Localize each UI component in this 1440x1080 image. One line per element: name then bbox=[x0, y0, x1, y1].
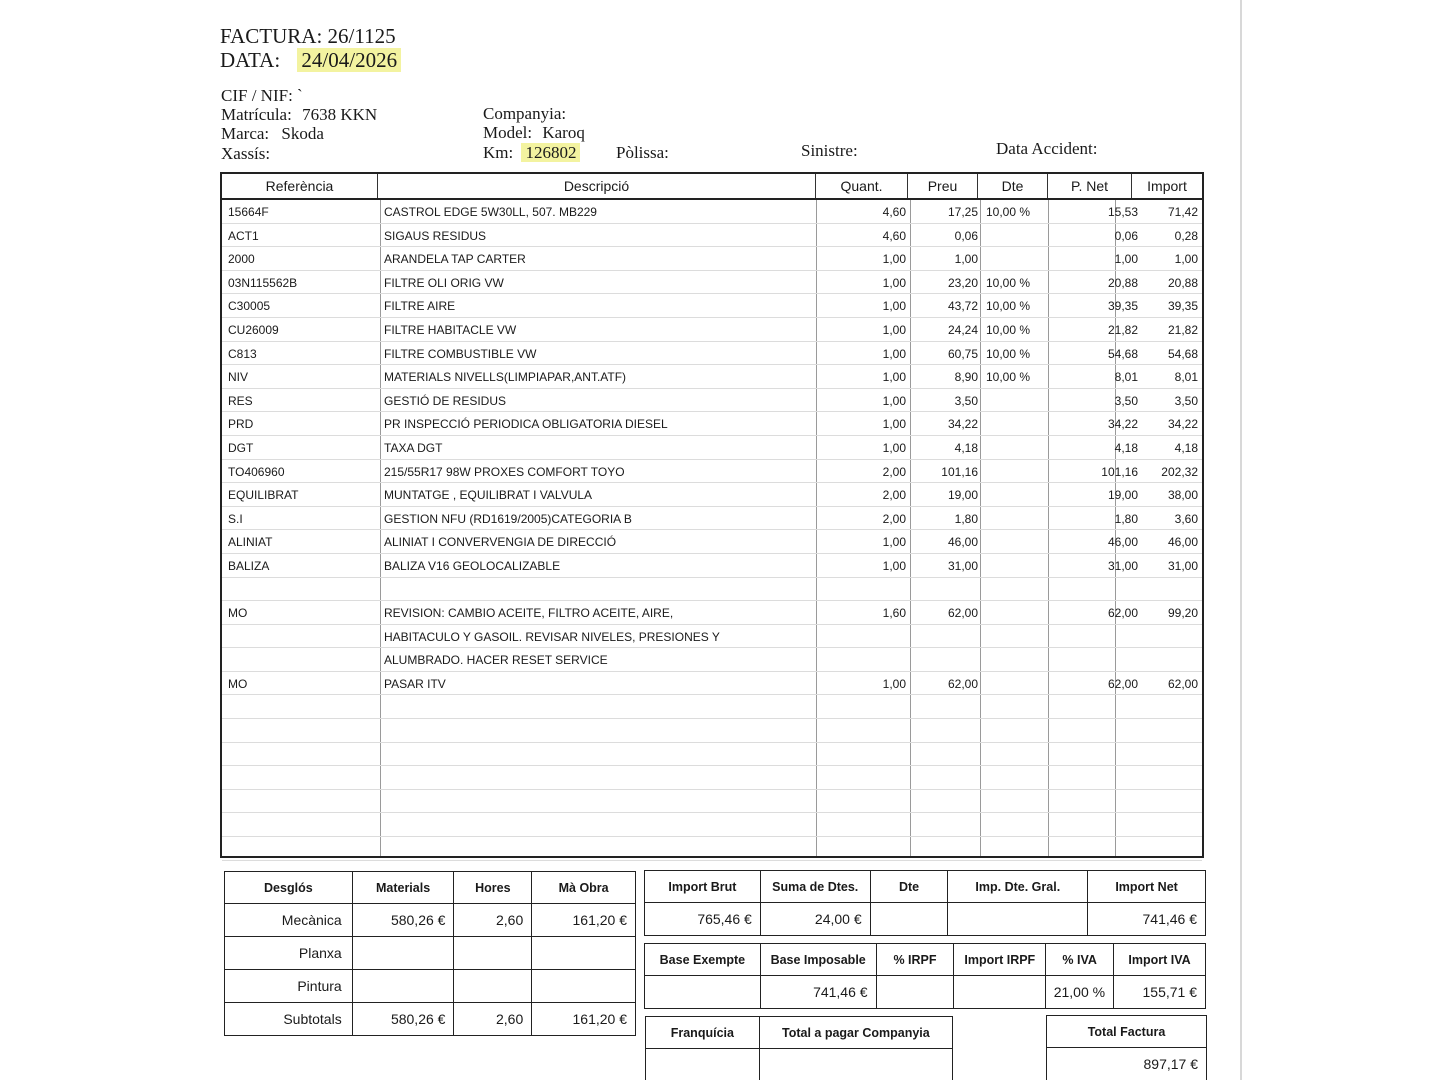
tax-header: Base Imposable bbox=[760, 944, 876, 976]
header-preu: Preu bbox=[908, 174, 978, 198]
item-ref: CU26009 bbox=[228, 322, 279, 337]
breakdown-header: Materials bbox=[352, 872, 454, 904]
total-factura-value: 897,17 € bbox=[1047, 1048, 1207, 1080]
item-quantity: 1,00 bbox=[882, 252, 906, 267]
header-descripcio: Descripció bbox=[378, 174, 816, 198]
model-field bbox=[483, 123, 585, 143]
table-row bbox=[222, 813, 1202, 837]
breakdown-header: Desglós bbox=[225, 872, 353, 904]
table-row bbox=[222, 389, 1202, 413]
item-description: FILTRE OLI ORIG VW bbox=[384, 275, 504, 290]
import-irpf-value bbox=[954, 976, 1046, 1009]
item-quantity: 1,00 bbox=[882, 393, 906, 408]
item-net-price: 15,53 bbox=[1107, 205, 1138, 219]
item-quantity: 1,00 bbox=[882, 275, 906, 290]
matricula-field bbox=[221, 105, 377, 125]
item-price: 31,00 bbox=[947, 558, 978, 573]
breakdown-ma-obra: 161,20 € bbox=[532, 1003, 636, 1036]
table-row bbox=[222, 460, 1202, 484]
breakdown-hores bbox=[454, 937, 532, 970]
item-quantity: 2,00 bbox=[882, 511, 906, 526]
item-price: 46,00 bbox=[947, 535, 978, 550]
header-import: Import bbox=[1147, 178, 1187, 194]
table-row bbox=[222, 672, 1202, 696]
base-imposable-value: 741,46 € bbox=[760, 976, 876, 1009]
item-ref: DGT bbox=[228, 440, 254, 455]
item-amount: 38,00 bbox=[1167, 488, 1198, 503]
item-ref: C813 bbox=[228, 346, 257, 361]
item-description: 215/55R17 98W PROXES COMFORT TOYO bbox=[384, 464, 625, 479]
item-price: 1,80 bbox=[954, 511, 978, 526]
item-net-price: 8,01 bbox=[1114, 370, 1138, 385]
item-net-price: 34,22 bbox=[1107, 417, 1138, 432]
item-quantity: 1,60 bbox=[882, 606, 906, 621]
item-discount: 10,00 % bbox=[986, 346, 1031, 361]
item-amount: 3,50 bbox=[1174, 393, 1198, 408]
imp-dte-gral-value bbox=[948, 903, 1088, 936]
data-accident-field bbox=[996, 139, 1098, 159]
tax-header: Import IVA bbox=[1114, 944, 1206, 976]
breakdown-row bbox=[225, 937, 636, 970]
tax-header: % IRPF bbox=[876, 944, 954, 976]
item-price: 23,20 bbox=[947, 275, 978, 290]
totals-header: Suma de Dtes. bbox=[760, 871, 870, 903]
item-discount: 10,00 % bbox=[986, 322, 1031, 337]
item-net-price: 19,00 bbox=[1107, 488, 1138, 503]
item-quantity: 2,00 bbox=[882, 464, 906, 479]
franquicia-value bbox=[646, 1049, 760, 1080]
item-net-price: 1,80 bbox=[1114, 511, 1138, 526]
item-description: GESTION NFU (RD1619/2005)CATEGORIA B bbox=[384, 511, 632, 526]
item-ref: 03N115562B bbox=[228, 275, 298, 290]
item-price: 1,00 bbox=[954, 252, 978, 267]
items-table bbox=[220, 172, 1204, 858]
item-net-price: 101,16 bbox=[1101, 464, 1138, 479]
item-amount: 0,28 bbox=[1174, 228, 1198, 243]
item-description: FILTRE HABITACLE VW bbox=[384, 322, 517, 337]
item-amount: 31,00 bbox=[1167, 558, 1198, 573]
import-brut-value: 765,46 € bbox=[645, 903, 761, 936]
breakdown-row bbox=[225, 1003, 636, 1036]
breakdown-row bbox=[225, 970, 636, 1003]
item-price: 0,06 bbox=[954, 228, 978, 243]
header-dte: Dte bbox=[978, 174, 1048, 198]
breakdown-header: Hores bbox=[454, 872, 532, 904]
cif-field bbox=[221, 86, 303, 106]
item-description: PASAR ITV bbox=[384, 676, 446, 691]
item-quantity: 1,00 bbox=[882, 440, 906, 455]
companyia-field bbox=[483, 104, 566, 124]
factura-value: 26/1125 bbox=[327, 24, 396, 48]
item-amount: 34,22 bbox=[1167, 417, 1198, 432]
table-row bbox=[222, 436, 1202, 460]
table-row bbox=[222, 412, 1202, 436]
item-quantity: 4,60 bbox=[882, 205, 906, 219]
item-discount: 10,00 % bbox=[986, 370, 1031, 385]
table-row bbox=[222, 224, 1202, 248]
item-net-price: 20,88 bbox=[1107, 275, 1138, 290]
item-net-price: 62,00 bbox=[1107, 676, 1138, 691]
item-description: REVISION: CAMBIO ACEITE, FILTRO ACEITE, AIRE, bbox=[384, 606, 674, 621]
table-row bbox=[222, 483, 1202, 507]
item-quantity: 1,00 bbox=[882, 558, 906, 573]
marca-value: Skoda bbox=[281, 124, 324, 143]
item-net-price: 39,35 bbox=[1107, 299, 1138, 314]
table-row bbox=[222, 837, 1202, 861]
item-quantity: 1,00 bbox=[882, 322, 906, 337]
header-p-net: P. Net bbox=[1048, 174, 1132, 198]
company-table bbox=[645, 1016, 953, 1080]
item-price: 34,22 bbox=[947, 417, 978, 432]
item-quantity: 1,00 bbox=[882, 676, 906, 691]
breakdown-label: Planxa bbox=[225, 937, 353, 970]
invoice-number bbox=[220, 24, 396, 49]
item-discount: 10,00 % bbox=[986, 275, 1031, 290]
item-net-price: 31,00 bbox=[1107, 558, 1138, 573]
item-quantity: 1,00 bbox=[882, 346, 906, 361]
item-amount: 21,82 bbox=[1167, 322, 1198, 337]
item-discount: 10,00 % bbox=[986, 299, 1031, 314]
table-row bbox=[222, 766, 1202, 790]
item-amount: 99,20 bbox=[1167, 606, 1198, 621]
date-label: DATA: bbox=[220, 48, 281, 72]
breakdown-ma-obra: 161,20 € bbox=[532, 904, 636, 937]
table-row bbox=[222, 790, 1202, 814]
base-exempte-value bbox=[645, 976, 761, 1009]
import-net-value: 741,46 € bbox=[1088, 903, 1206, 936]
totals-header: Dte bbox=[870, 871, 948, 903]
item-quantity: 1,00 bbox=[882, 370, 906, 385]
item-price: 3,50 bbox=[954, 393, 978, 408]
page-edge bbox=[1240, 0, 1242, 1080]
item-price: 101,16 bbox=[941, 464, 978, 479]
item-amount: 3,60 bbox=[1174, 511, 1198, 526]
item-amount: 202,32 bbox=[1161, 464, 1198, 479]
km-field bbox=[483, 143, 580, 163]
item-description: FILTRE AIRE bbox=[384, 299, 456, 314]
total-companyia-value bbox=[759, 1049, 952, 1080]
breakdown-ma-obra bbox=[532, 937, 636, 970]
item-net-price: 46,00 bbox=[1107, 535, 1138, 550]
item-price: 43,72 bbox=[947, 299, 978, 314]
item-amount: 1,00 bbox=[1174, 252, 1198, 267]
km-value: 126802 bbox=[521, 143, 580, 162]
item-net-price: 62,00 bbox=[1107, 606, 1138, 621]
breakdown-materials bbox=[352, 970, 454, 1003]
km-label: Km: bbox=[483, 143, 514, 162]
items-table-header bbox=[222, 174, 1202, 200]
table-row bbox=[222, 318, 1202, 342]
breakdown-materials bbox=[352, 937, 454, 970]
irpf-percent-value bbox=[876, 976, 954, 1009]
polissa-label: Pòlissa: bbox=[616, 143, 669, 162]
item-amount: 39,35 bbox=[1167, 299, 1198, 314]
totals-header: Import Net bbox=[1088, 871, 1206, 903]
date-value: 24/04/2026 bbox=[297, 48, 401, 72]
item-ref: MO bbox=[228, 676, 248, 691]
totals-header: Import Brut bbox=[645, 871, 761, 903]
xassis-field bbox=[221, 144, 270, 164]
item-net-price: 4,18 bbox=[1114, 440, 1138, 455]
import-iva-value: 155,71 € bbox=[1114, 976, 1206, 1009]
item-amount: 71,42 bbox=[1167, 205, 1198, 219]
item-description: ALUMBRADO. HACER RESET SERVICE bbox=[384, 653, 608, 668]
item-description: MATERIALS NIVELLS(LIMPIAPAR,ANT.ATF) bbox=[384, 370, 627, 385]
breakdown-table bbox=[224, 871, 636, 1036]
matricula-label: Matrícula: bbox=[221, 105, 292, 124]
item-quantity: 1,00 bbox=[882, 299, 906, 314]
item-ref: PRD bbox=[228, 417, 254, 432]
item-price: 62,00 bbox=[947, 606, 978, 621]
item-quantity: 2,00 bbox=[882, 488, 906, 503]
totals-net-table bbox=[644, 870, 1206, 936]
breakdown-header: Mà Obra bbox=[532, 872, 636, 904]
item-description: FILTRE COMBUSTIBLE VW bbox=[384, 346, 537, 361]
item-price: 8,90 bbox=[954, 370, 978, 385]
table-row bbox=[222, 294, 1202, 318]
breakdown-label: Mecànica bbox=[225, 904, 353, 937]
factura-label: FACTURA: bbox=[220, 24, 323, 48]
item-net-price: 54,68 bbox=[1107, 346, 1138, 361]
marca-field bbox=[221, 124, 324, 144]
item-price: 19,00 bbox=[947, 488, 978, 503]
polissa-field bbox=[616, 143, 669, 163]
item-discount: 10,00 % bbox=[986, 205, 1031, 219]
breakdown-row bbox=[225, 904, 636, 937]
table-row bbox=[222, 719, 1202, 743]
cif-label: CIF / NIF: bbox=[221, 86, 293, 105]
item-amount: 4,18 bbox=[1174, 440, 1198, 455]
item-net-price: 21,82 bbox=[1107, 322, 1138, 337]
table-row bbox=[222, 365, 1202, 389]
item-price: 4,18 bbox=[954, 440, 978, 455]
tax-header: Import IRPF bbox=[954, 944, 1046, 976]
item-price: 60,75 bbox=[947, 346, 978, 361]
item-amount: 20,88 bbox=[1167, 275, 1198, 290]
breakdown-label: Pintura bbox=[225, 970, 353, 1003]
invoice-date bbox=[220, 48, 401, 73]
item-ref: 2000 bbox=[228, 252, 255, 267]
suma-dtes-value: 24,00 € bbox=[760, 903, 870, 936]
marca-label: Marca: bbox=[221, 124, 270, 143]
table-row bbox=[222, 578, 1202, 602]
table-row bbox=[222, 554, 1202, 578]
item-ref: BALIZA bbox=[228, 558, 270, 573]
item-ref: TO406960 bbox=[228, 464, 285, 479]
item-quantity: 4,60 bbox=[882, 228, 906, 243]
company-header: Total a pagar Companyia bbox=[759, 1017, 952, 1049]
item-ref: EQUILIBRAT bbox=[228, 488, 299, 503]
item-description: BALIZA V16 GEOLOCALIZABLE bbox=[384, 558, 561, 573]
item-price: 17,25 bbox=[947, 205, 978, 219]
total-factura-header: Total Factura bbox=[1047, 1016, 1207, 1048]
item-amount: 54,68 bbox=[1167, 346, 1198, 361]
totals-tax-table bbox=[644, 943, 1206, 1009]
data-accident-label: Data Accident: bbox=[996, 139, 1098, 158]
model-value: Karoq bbox=[542, 123, 585, 142]
cif-value: ` bbox=[297, 86, 303, 105]
item-description: HABITACULO Y GASOIL. REVISAR NIVELES, PRESIONES Y bbox=[384, 629, 720, 644]
item-ref: ALINIAT bbox=[228, 535, 273, 550]
table-row bbox=[222, 695, 1202, 719]
table-row bbox=[222, 648, 1202, 672]
item-ref: S.I bbox=[228, 511, 243, 526]
table-row bbox=[222, 601, 1202, 625]
model-label: Model: bbox=[483, 123, 533, 142]
item-description: CASTROL EDGE 5W30LL, 507. MB229 bbox=[384, 205, 597, 219]
item-description: SIGAUS RESIDUS bbox=[384, 228, 487, 243]
item-quantity: 1,00 bbox=[882, 417, 906, 432]
header-quant: Quant. bbox=[816, 174, 908, 198]
item-ref: 15664F bbox=[228, 205, 269, 219]
item-ref: MO bbox=[228, 606, 248, 621]
breakdown-hores: 2,60 bbox=[454, 1003, 532, 1036]
breakdown-materials: 580,26 € bbox=[352, 904, 454, 937]
item-ref: ACT1 bbox=[228, 228, 259, 243]
breakdown-materials: 580,26 € bbox=[352, 1003, 454, 1036]
item-description: GESTIÓ DE RESIDUS bbox=[384, 393, 507, 408]
item-net-price: 1,00 bbox=[1114, 252, 1138, 267]
item-description: PR INSPECCIÓ PERIODICA OBLIGATORIA DIESEL bbox=[384, 417, 668, 432]
item-amount: 62,00 bbox=[1167, 676, 1198, 691]
item-description: ARANDELA TAP CARTER bbox=[384, 252, 526, 267]
tax-header: % IVA bbox=[1046, 944, 1114, 976]
iva-percent-value: 21,00 % bbox=[1046, 976, 1114, 1009]
table-row bbox=[222, 507, 1202, 531]
item-quantity: 1,00 bbox=[882, 535, 906, 550]
table-row bbox=[222, 625, 1202, 649]
breakdown-hores: 2,60 bbox=[454, 904, 532, 937]
breakdown-label: Subtotals bbox=[225, 1003, 353, 1036]
item-ref: C30005 bbox=[228, 299, 271, 314]
companyia-label: Companyia: bbox=[483, 104, 567, 123]
company-header: Franquícia bbox=[646, 1017, 760, 1049]
breakdown-ma-obra bbox=[532, 970, 636, 1003]
table-row bbox=[222, 530, 1202, 554]
item-description: MUNTATGE , EQUILIBRAT I VALVULA bbox=[384, 488, 593, 503]
table-row bbox=[222, 271, 1202, 295]
table-row bbox=[222, 743, 1202, 767]
header-referencia: Referència bbox=[222, 174, 378, 198]
item-description: ALINIAT I CONVERVENGIA DE DIRECCIÓ bbox=[384, 535, 617, 550]
sinistre-label: Sinistre: bbox=[801, 141, 858, 160]
tax-header: Base Exempte bbox=[645, 944, 761, 976]
item-net-price: 3,50 bbox=[1114, 393, 1138, 408]
totals-header: Imp. Dte. Gral. bbox=[948, 871, 1088, 903]
item-amount: 8,01 bbox=[1174, 370, 1198, 385]
dte-value bbox=[870, 903, 948, 936]
total-factura-table bbox=[1046, 1015, 1207, 1080]
xassis-label: Xassís: bbox=[221, 144, 271, 163]
item-ref: NIV bbox=[228, 370, 249, 385]
sinistre-field bbox=[801, 141, 858, 161]
item-amount: 46,00 bbox=[1167, 535, 1198, 550]
items-table-body bbox=[222, 200, 1202, 861]
item-ref: RES bbox=[228, 393, 253, 408]
item-net-price: 0,06 bbox=[1114, 228, 1138, 243]
table-row bbox=[222, 247, 1202, 271]
item-description: TAXA DGT bbox=[384, 440, 443, 455]
table-row bbox=[222, 200, 1202, 224]
item-price: 24,24 bbox=[947, 322, 978, 337]
matricula-value: 7638 KKN bbox=[302, 105, 378, 124]
breakdown-hores bbox=[454, 970, 532, 1003]
item-price: 62,00 bbox=[947, 676, 978, 691]
table-row bbox=[222, 342, 1202, 366]
